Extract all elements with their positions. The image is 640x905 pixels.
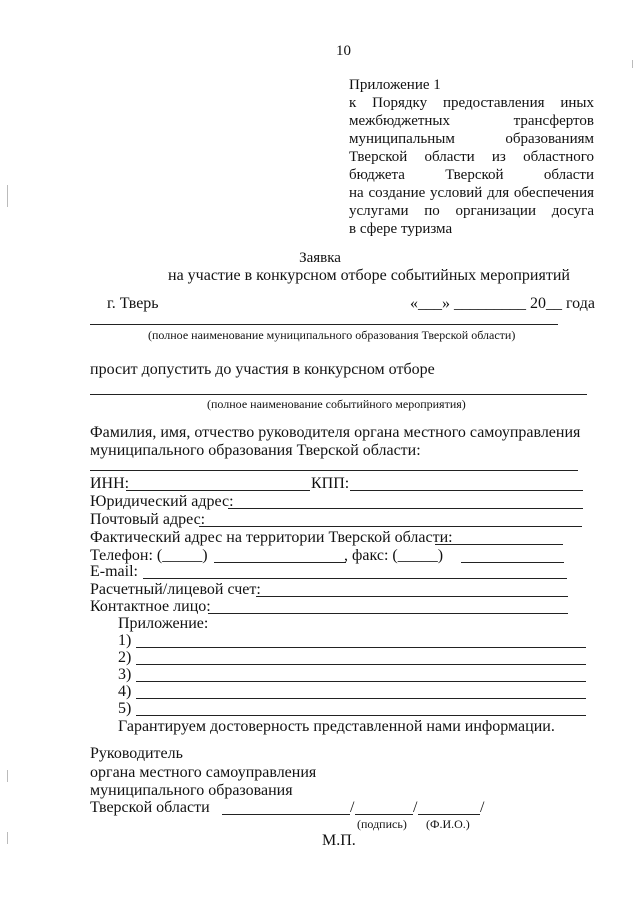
guarantee-text: Гарантируем достоверность представленной нами информации.: [118, 718, 555, 735]
signature-line: Руководитель: [90, 745, 183, 762]
inn-input-line[interactable]: [126, 490, 310, 491]
phone-input-line[interactable]: [214, 562, 346, 563]
account-input-line[interactable]: [256, 596, 568, 597]
municipality-caption: (полное наименование муниципального образования Тверской области): [148, 328, 516, 342]
attachment-input-line[interactable]: [136, 715, 586, 716]
attachments-label: Приложение:: [118, 615, 209, 632]
postal-address-label: Почтовый адрес:: [90, 511, 206, 528]
account-label: Расчетный/лицевой счет:: [90, 581, 261, 598]
attachment-number: 3): [118, 666, 132, 683]
attachment-input-line[interactable]: [136, 664, 586, 665]
head-label-line1: Фамилия, имя, отчество руководителя органа местного самоуправления: [90, 424, 581, 441]
contact-input-line[interactable]: [208, 613, 568, 614]
phone-label: Телефон: (_____): [90, 547, 208, 564]
postal-address-input-line[interactable]: [199, 526, 582, 527]
scan-edge-mark: [7, 770, 8, 782]
appendix-line: муниципальным образованиям: [349, 131, 594, 147]
scan-edge-mark: [7, 832, 8, 844]
fax-input-line[interactable]: [461, 562, 564, 563]
slash-divider: /: [480, 799, 485, 816]
signature-input-line[interactable]: [355, 814, 413, 815]
kpp-input-line[interactable]: [350, 490, 583, 491]
slash-divider: /: [413, 799, 418, 816]
legal-address-input-line[interactable]: [228, 508, 583, 509]
slash-divider: /: [350, 799, 355, 816]
fax-label: , факс: (_____): [344, 547, 444, 564]
legal-address-label: Юридический адрес:: [90, 493, 234, 510]
full-name-caption: (Ф.И.О.): [426, 817, 470, 831]
scan-edge-mark: [7, 185, 8, 207]
place: г. Тверь: [107, 295, 159, 312]
request-text: просит допустить до участия в конкурсном отборе: [90, 361, 435, 378]
appendix-line: услугами по организации досуга: [349, 203, 594, 219]
appendix-line: в сфере туризма: [349, 221, 453, 237]
email-label: E-mail:: [90, 563, 138, 580]
appendix-line: к Порядку предоставления иных: [349, 95, 594, 111]
event-caption: (полное наименование событийного мероприятия): [207, 397, 466, 411]
event-input-line[interactable]: [90, 394, 587, 395]
email-input-line[interactable]: [143, 578, 567, 579]
appendix-line: межбюджетных трансфертов: [349, 113, 594, 129]
head-label-line2: муниципального образования Тверской области:: [90, 442, 421, 459]
appendix-title: Приложение 1: [349, 77, 441, 93]
form-title: Заявка: [299, 250, 341, 266]
seal-placeholder: М.П.: [322, 832, 356, 849]
signature-input-line[interactable]: [222, 814, 350, 815]
head-name-input-line[interactable]: [90, 470, 578, 471]
signature-caption: (подпись): [357, 817, 407, 831]
attachment-number: 2): [118, 649, 132, 666]
inn-label: ИНН:: [90, 475, 130, 492]
attachment-number: 1): [118, 632, 132, 649]
attachment-input-line[interactable]: [136, 681, 586, 682]
scan-edge-mark: [632, 60, 633, 68]
appendix-line: Тверской области из областного: [349, 149, 594, 165]
municipality-input-line[interactable]: [90, 324, 558, 325]
attachment-number: 5): [118, 700, 132, 717]
signature-line: органа местного самоуправления: [90, 764, 317, 781]
attachment-input-line[interactable]: [136, 647, 586, 648]
signature-line: Тверской области: [90, 799, 210, 816]
actual-address-input-line[interactable]: [435, 544, 563, 545]
attachment-number: 4): [118, 683, 132, 700]
kpp-label: КПП:: [311, 475, 350, 492]
appendix-line: бюджета Тверской области: [349, 167, 594, 183]
full-name-input-line[interactable]: [418, 814, 480, 815]
signature-line: муниципального образования: [90, 782, 293, 799]
date-field[interactable]: «___» _________ 20__ года: [410, 295, 595, 312]
attachment-input-line[interactable]: [136, 698, 586, 699]
contact-label: Контактное лицо:: [90, 598, 211, 615]
page-number: 10: [336, 43, 351, 59]
actual-address-label: Фактический адрес на территории Тверской области:: [90, 529, 453, 546]
appendix-line: на создание условий для обеспечения: [349, 185, 594, 201]
form-subtitle: на участие в конкурсном отборе событийных мероприятий: [168, 267, 570, 284]
